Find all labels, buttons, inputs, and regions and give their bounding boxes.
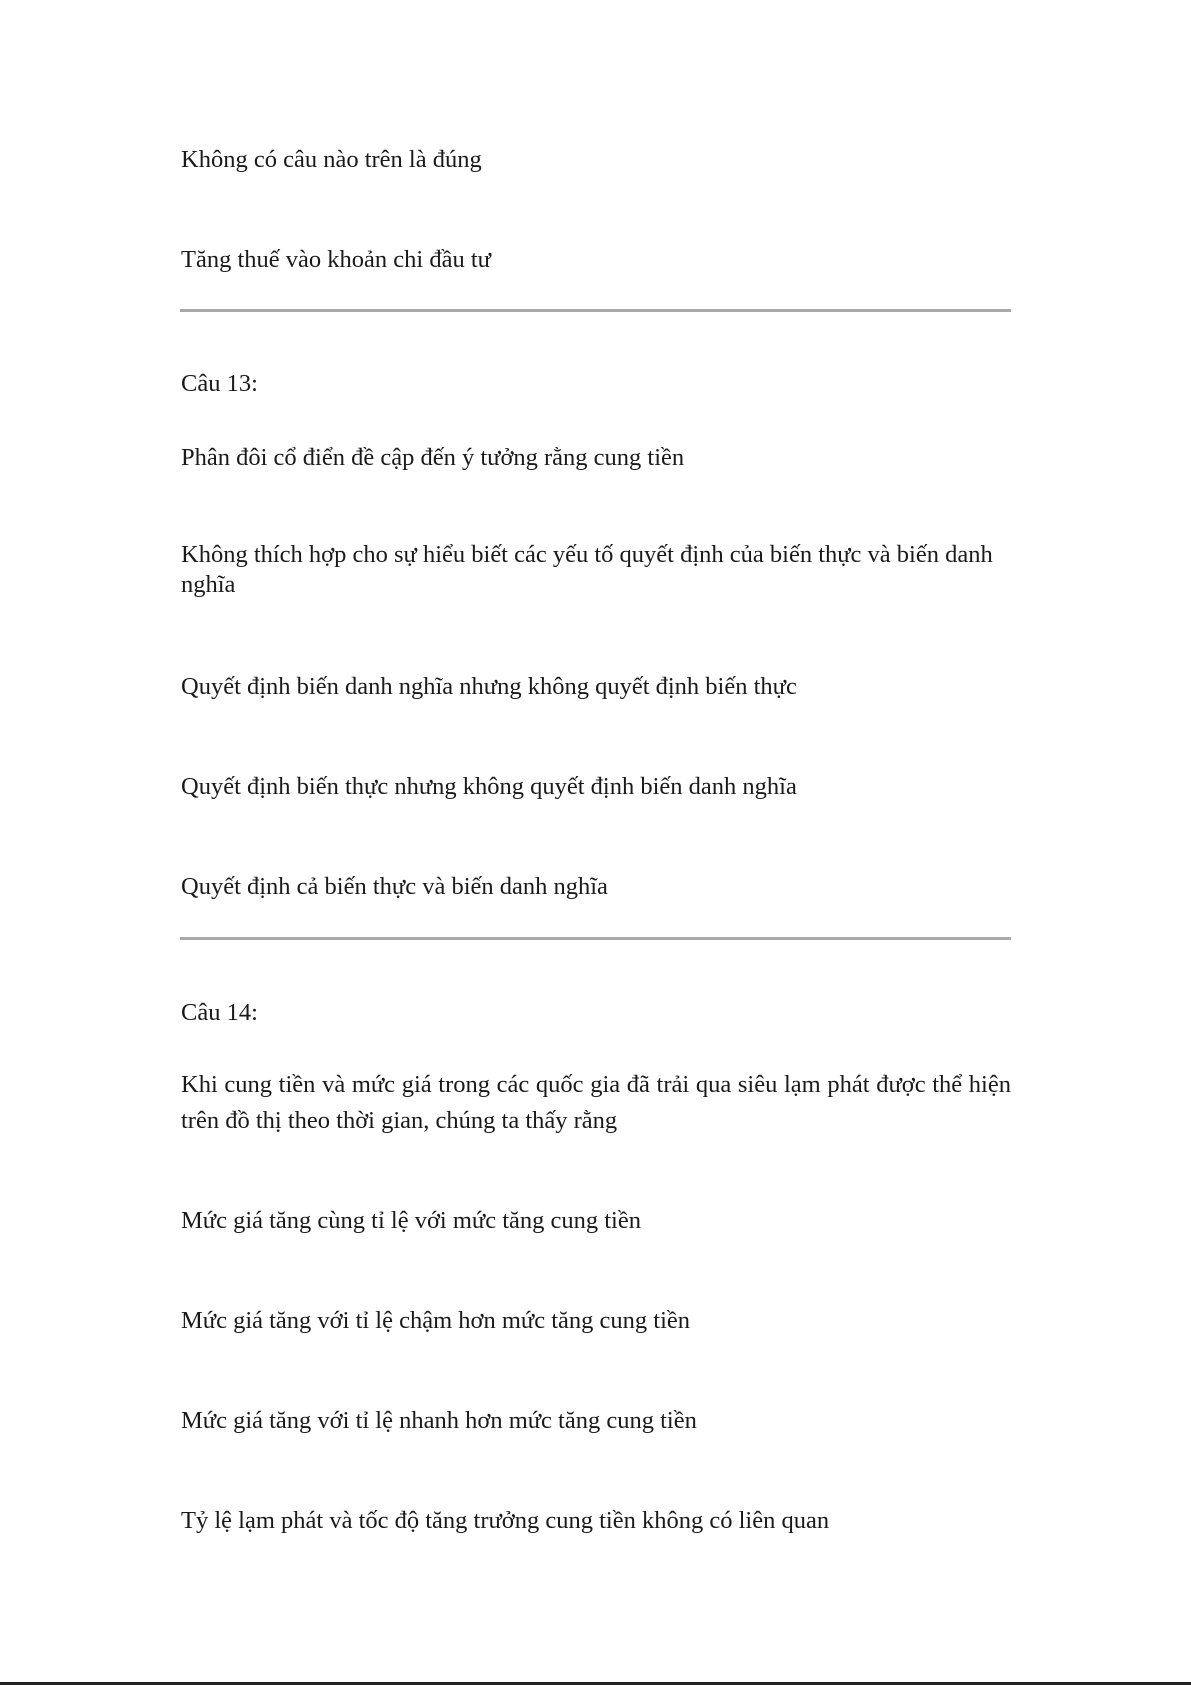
q14-stem: Khi cung tiền và mức giá trong các quốc gia đã trải qua siêu lạm phát được thể hiện trên đồ thị theo thời gian, chúng ta thấy rằng [181, 1071, 1011, 1134]
section-divider [180, 309, 1011, 312]
q14-label: Câu 14: [181, 999, 258, 1026]
q13-option-text: Không thích hợp cho sự hiểu biết các yếu tố quyết định của biến thực và biến danh nghĩa [181, 541, 993, 598]
q13-option-text: Quyết định cả biến thực và biến danh nghĩa [181, 873, 608, 900]
q13-option-text: Quyết định biến thực nhưng không quyết định biến danh nghĩa [181, 773, 797, 800]
q12-option-text: Không có câu nào trên là đúng [181, 146, 482, 173]
section-divider [180, 937, 1011, 940]
q12-option-text: Tăng thuế vào khoản chi đầu tư [181, 246, 491, 273]
q14-option-text: Mức giá tăng với tỉ lệ chậm hơn mức tăng cung tiền [181, 1307, 690, 1334]
q13-label: Câu 13: [181, 370, 258, 397]
q14-option-text: Mức giá tăng với tỉ lệ nhanh hơn mức tăng cung tiền [181, 1407, 697, 1434]
q14-option-text: Mức giá tăng cùng tỉ lệ với mức tăng cung tiền [181, 1207, 641, 1234]
q13-option-text: Quyết định biến danh nghĩa nhưng không quyết định biến thực [181, 673, 797, 700]
q14-option-text: Tỷ lệ lạm phát và tốc độ tăng trưởng cung tiền không có liên quan [181, 1507, 830, 1534]
q13-stem: Phân đôi cổ điển đề cập đến ý tưởng rằng cung tiền [181, 444, 685, 471]
